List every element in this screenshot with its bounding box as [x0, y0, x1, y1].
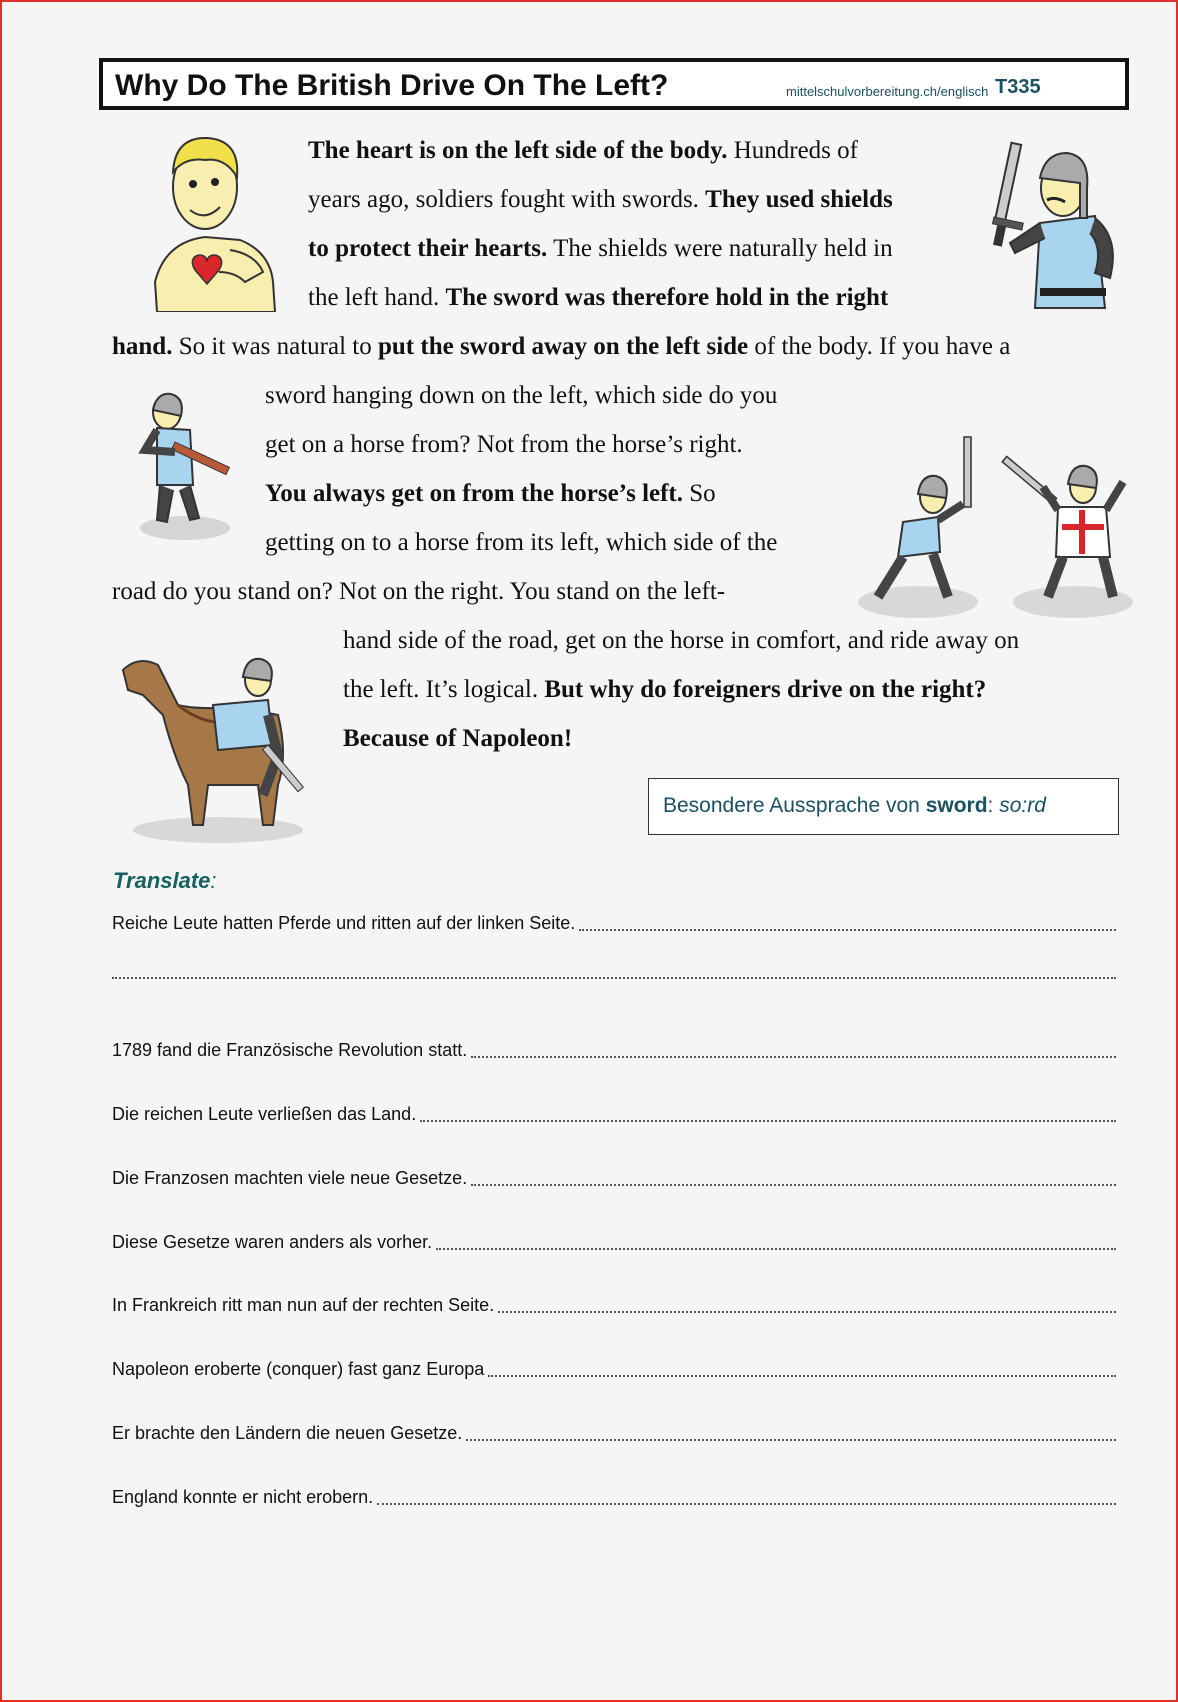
- text-line-11: hand side of the road, get on the horse in comfort, and ride away on: [343, 627, 1020, 654]
- website-link[interactable]: mittelschulvorbereitung.ch/englisch: [786, 84, 989, 99]
- title-box: [99, 58, 1129, 110]
- text-line-10: road do you stand on? Not on the right. You stand on the left-: [112, 578, 726, 605]
- text-line-12: the left. It’s logical. But why do foreigners drive on the right?: [343, 676, 987, 703]
- exercise-line[interactable]: England konnte er nicht erobern.: [112, 1486, 1116, 1508]
- page-title: Why Do The British Drive On The Left?: [115, 69, 669, 102]
- text-line-2: years ago, soldiers fought with swords. They used shields: [308, 186, 893, 213]
- worksheet-code: T335: [995, 76, 1041, 98]
- text-line-5: hand. So it was natural to put the sword away on the left side of the body. If you have a: [112, 333, 1011, 360]
- knight-mounting-horse-illustration: [118, 645, 318, 845]
- exercise-line[interactable]: Die reichen Leute verließen das Land.: [112, 1103, 1116, 1125]
- exercise-line[interactable]: In Frankreich ritt man nun auf der rechten Seite.: [112, 1294, 1116, 1316]
- pronunciation-note: Besondere Aussprache von sword: so:rd: [648, 778, 1119, 835]
- knight-drawing-sword-illustration: [135, 390, 245, 545]
- text-line-3: to protect their hearts. The shields were naturally held in: [308, 235, 893, 262]
- text-line-13: Because of Napoleon!: [343, 725, 573, 752]
- text-line-6: sword hanging down on the left, which side do you: [265, 382, 778, 409]
- exercise-line[interactable]: 1789 fand die Französische Revolution statt.: [112, 1039, 1116, 1061]
- text-line-7: get on a horse from? Not from the horse’s right.: [265, 431, 743, 458]
- translate-heading: Translate:: [113, 868, 217, 893]
- exercise-line[interactable]: Reiche Leute hatten Pferde und ritten auf der linken Seite.: [112, 912, 1116, 934]
- text-line-8: You always get on from the horse’s left. So: [265, 480, 716, 507]
- exercise-line[interactable]: Napoleon eroberte (conquer) fast ganz Europa: [112, 1358, 1116, 1380]
- text-line-1: The heart is on the left side of the body. Hundreds of: [308, 137, 858, 164]
- exercise-line[interactable]: [112, 977, 1116, 982]
- text-line-9: getting on to a horse from its left, which side of the: [265, 529, 778, 556]
- exercise-line[interactable]: Er brachte den Ländern die neuen Gesetze.: [112, 1422, 1116, 1444]
- knight-sword-illustration: [985, 138, 1125, 313]
- exercise-line[interactable]: Diese Gesetze waren anders als vorher.: [112, 1231, 1116, 1253]
- boy-heart-illustration: [145, 132, 285, 312]
- exercise-line[interactable]: Die Franzosen machten viele neue Gesetze.: [112, 1167, 1116, 1189]
- text-line-4: the left hand. The sword was therefore hold in the right: [308, 284, 889, 311]
- knights-fighting-illustration: [858, 432, 1143, 622]
